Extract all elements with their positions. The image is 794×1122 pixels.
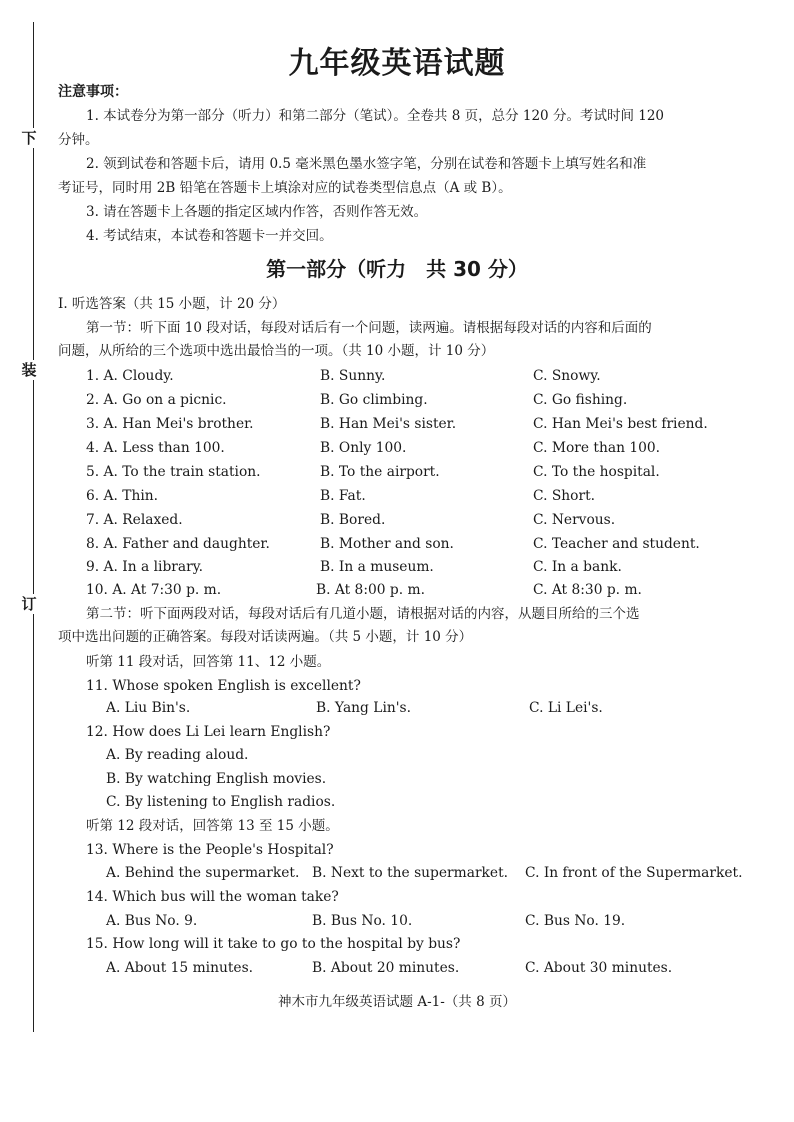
q13-stem: 13. Where is the People's Hospital? — [86, 842, 334, 858]
q14-option-b: B. Bus No. 10. — [312, 913, 413, 929]
q4-option-a: 4. A. Less than 100. — [86, 440, 225, 456]
q11-option-b: B. Yang Lin's. — [316, 700, 411, 716]
notice-heading: 注意事项： — [58, 84, 128, 100]
notice-item-1-line-2: 分钟。 — [58, 132, 99, 148]
q11-stem: 11. Whose spoken English is excellent? — [86, 678, 361, 694]
section-two-instruction-line-1: 第二节：听下面两段对话，每段对话后有几道小题，请根据对话的内容，从题目所给的三个选 — [86, 606, 640, 622]
q10-option-b: B. At 8:00 p. m. — [316, 582, 426, 598]
q14-option-a: A. Bus No. 9. — [106, 913, 198, 929]
binding-line — [33, 22, 34, 1032]
q2-option-b: B. Go climbing. — [320, 392, 428, 408]
q5-option-c: C. To the hospital. — [533, 464, 660, 480]
q9-option-b: B. In a museum. — [320, 559, 434, 575]
page-title: 九年级英语试题 — [288, 46, 506, 81]
q12-option-a: A. By reading aloud. — [106, 747, 249, 763]
q3-option-a: 3. A. Han Mei's brother. — [86, 416, 254, 432]
dialog-11-instruction: 听第 11 段对话，回答第 11、12 小题。 — [86, 654, 331, 670]
q2-option-c: C. Go fishing. — [533, 392, 628, 408]
q6-option-c: C. Short. — [533, 488, 596, 504]
q1-option-c: C. Snowy. — [533, 368, 601, 384]
q8-option-c: C. Teacher and student. — [533, 536, 700, 552]
q3-option-b: B. Han Mei's sister. — [320, 416, 457, 432]
q6-option-b: B. Fat. — [320, 488, 366, 504]
q7-option-c: C. Nervous. — [533, 512, 616, 528]
part-one-title: 第一部分（听力 共 30 分） — [266, 257, 528, 281]
q8-option-b: B. Mother and son. — [320, 536, 454, 552]
q5-option-a: 5. A. To the train station. — [86, 464, 261, 480]
notice-item-4: 4. 考试结束，本试卷和答题卡一并交回。 — [86, 228, 333, 244]
q9-option-a: 9. A. In a library. — [86, 559, 204, 575]
notice-item-2-line-1: 2. 领到试卷和答题卡后，请用 0.5 毫米黑色墨水签字笔，分别在试卷和答题卡上填写姓名和准 — [86, 156, 647, 172]
section-one-instruction-line-1: 第一节：听下面 10 段对话，每段对话后有一个问题，读两遍。请根据每段对话的内容和后面的 — [86, 320, 652, 336]
q1-option-a: 1. A. Cloudy. — [86, 368, 174, 384]
q9-option-c: C. In a bank. — [533, 559, 622, 575]
q15-stem: 15. How long will it take to go to the hospital by bus? — [86, 936, 461, 952]
q12-stem: 12. How does Li Lei learn English? — [86, 724, 331, 740]
q2-option-a: 2. A. Go on a picnic. — [86, 392, 227, 408]
q12-option-b: B. By watching English movies. — [106, 771, 327, 787]
q5-option-b: B. To the airport. — [320, 464, 440, 480]
q4-option-c: C. More than 100. — [533, 440, 661, 456]
section-heading: Ⅰ. 听选答案（共 15 小题，计 20 分） — [58, 296, 286, 312]
q15-option-c: C. About 30 minutes. — [525, 960, 673, 976]
notice-item-3: 3. 请在答题卡上各题的指定区域内作答，否则作答无效。 — [86, 204, 428, 220]
q15-option-a: A. About 15 minutes. — [106, 960, 254, 976]
q1-option-b: B. Sunny. — [320, 368, 386, 384]
q8-option-a: 8. A. Father and daughter. — [86, 536, 270, 552]
page-footer: 神木市九年级英语试题 A-1-（共 8 页） — [278, 994, 516, 1010]
notice-item-2-line-2: 考证号，同时用 2B 铅笔在答题卡上填涂对应的试卷类型信息点（A 或 B）。 — [58, 180, 512, 196]
q10-option-a: 10. A. At 7:30 p. m. — [86, 582, 222, 598]
q13-option-c: C. In front of the Supermarket. — [525, 865, 743, 881]
notice-item-1-line-1: 1. 本试卷分为第一部分（听力）和第二部分（笔试）。全卷共 8 页，总分 120 分。考试时间 120 — [86, 108, 665, 124]
q11-option-a: A. Liu Bin's. — [106, 700, 191, 716]
q7-option-a: 7. A. Relaxed. — [86, 512, 183, 528]
q6-option-a: 6. A. Thin. — [86, 488, 159, 504]
q4-option-b: B. Only 100. — [320, 440, 407, 456]
dialog-12-instruction: 听第 12 段对话，回答第 13 至 15 小题。 — [86, 818, 339, 834]
margin-label-ding: 订 — [19, 594, 39, 614]
q13-option-b: B. Next to the supermarket. — [312, 865, 508, 881]
q13-option-a: A. Behind the supermarket. — [106, 865, 300, 881]
q3-option-c: C. Han Mei's best friend. — [533, 416, 708, 432]
q11-option-c: C. Li Lei's. — [529, 700, 603, 716]
q14-stem: 14. Which bus will the woman take? — [86, 889, 339, 905]
margin-label-xia: 下 — [19, 128, 39, 148]
q12-option-c: C. By listening to English radios. — [106, 794, 336, 810]
q15-option-b: B. About 20 minutes. — [312, 960, 460, 976]
q14-option-c: C. Bus No. 19. — [525, 913, 626, 929]
section-two-instruction-line-2: 项中选出问题的正确答案。每段对话读两遍。（共 5 小题，计 10 分） — [58, 629, 473, 645]
margin-label-zhuang: 装 — [19, 360, 39, 380]
q10-option-c: C. At 8:30 p. m. — [533, 582, 642, 598]
section-one-instruction-line-2: 问题，从所给的三个选项中选出最恰当的一项。（共 10 小题，计 10 分） — [58, 343, 495, 359]
q7-option-b: B. Bored. — [320, 512, 386, 528]
